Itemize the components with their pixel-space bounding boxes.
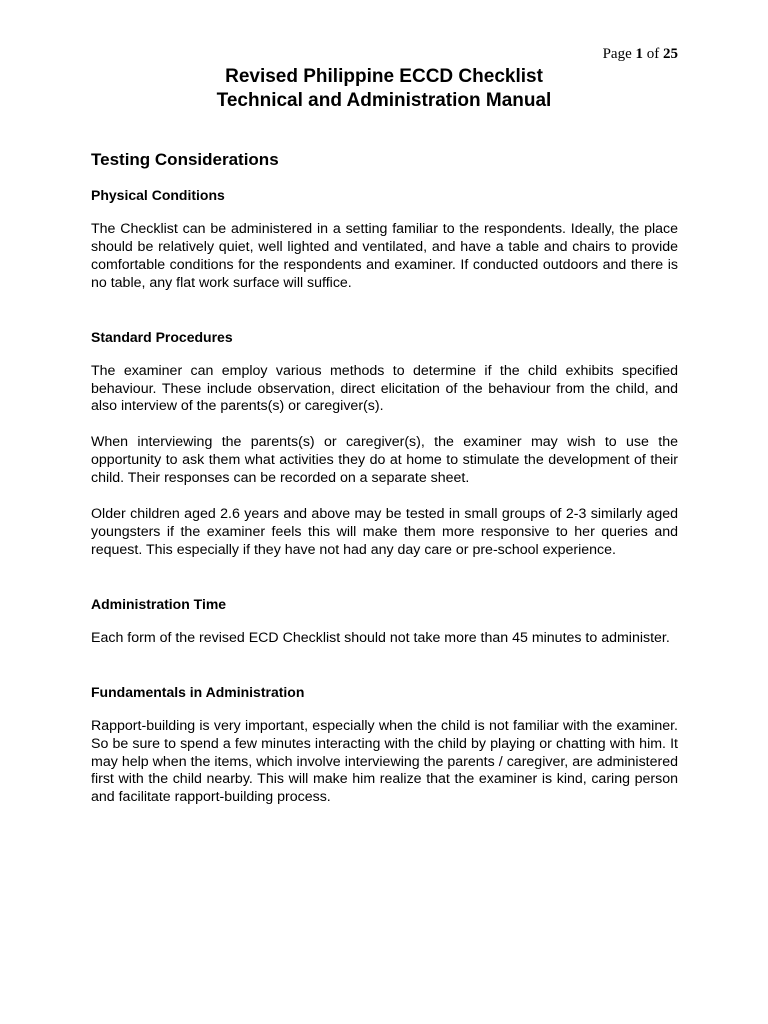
paragraph-physical-conditions: The Checklist can be administered in a setting familiar to the respondents. Ideally, the place should be relatively quiet, well lighted and ventilated, and have a table and chairs to provide comfortable conditions for the respondents and examiner. If conducted outdoors and there is no table, any flat work surface will suffice. bbox=[91, 221, 678, 291]
paragraph-standard-procedures-1: The examiner can employ various methods to determine if the child exhibits specified behaviour. These include observation, direct elicitation of the behaviour from the child, and also interview of the parents(s) or caregiver(s). bbox=[91, 362, 678, 415]
page-prefix: Page bbox=[602, 46, 632, 62]
heading-fundamentals: Fundamentals in Administration bbox=[91, 683, 305, 700]
paragraph-fundamentals: Rapport-building is very important, especially when the child is not familiar with the examiner. So be sure to spend a few minutes interacting with the child by playing or chatting with him. It may help when the items, which involve interviewing the parents / caregiver, are administered first with the child nearby. This will make him realize that the examiner is kind, caring person and facilitate rapport-building process. bbox=[91, 717, 678, 806]
document-body bbox=[91, 149, 678, 825]
heading-physical-conditions: Physical Conditions bbox=[91, 187, 225, 203]
paragraph-standard-procedures-3: Older children aged 2.6 years and above may be tested in small groups of 2-3 similarly aged youngsters if the examiner feels this will make them more responsive to her queries and request. This especially if they have not had any day care or pre-school experience. bbox=[91, 506, 678, 558]
page-number bbox=[603, 46, 678, 63]
page-of: of bbox=[646, 46, 660, 62]
heading-administration-time: Administration Time bbox=[91, 595, 227, 612]
document-title bbox=[0, 65, 768, 113]
paragraph-standard-procedures-2: When interviewing the parents(s) or caregiver(s), the examiner may wish to use the opportunity to ask them what activities they do at home to stimulate the development of their child. Their responses can be recorded on a separate sheet. bbox=[91, 434, 678, 487]
title-line-1: Revised Philippine ECCD Checklist bbox=[225, 66, 543, 87]
heading-standard-procedures: Standard Procedures bbox=[91, 328, 233, 345]
section-title: Testing Considerations bbox=[91, 150, 279, 169]
page-total: 25 bbox=[663, 46, 678, 62]
paragraph-administration-time: Each form of the revised ECD Checklist should not take more than 45 minutes to administer. bbox=[91, 629, 670, 646]
page-current: 1 bbox=[635, 46, 643, 62]
title-line-2: Technical and Administration Manual bbox=[216, 90, 552, 111]
